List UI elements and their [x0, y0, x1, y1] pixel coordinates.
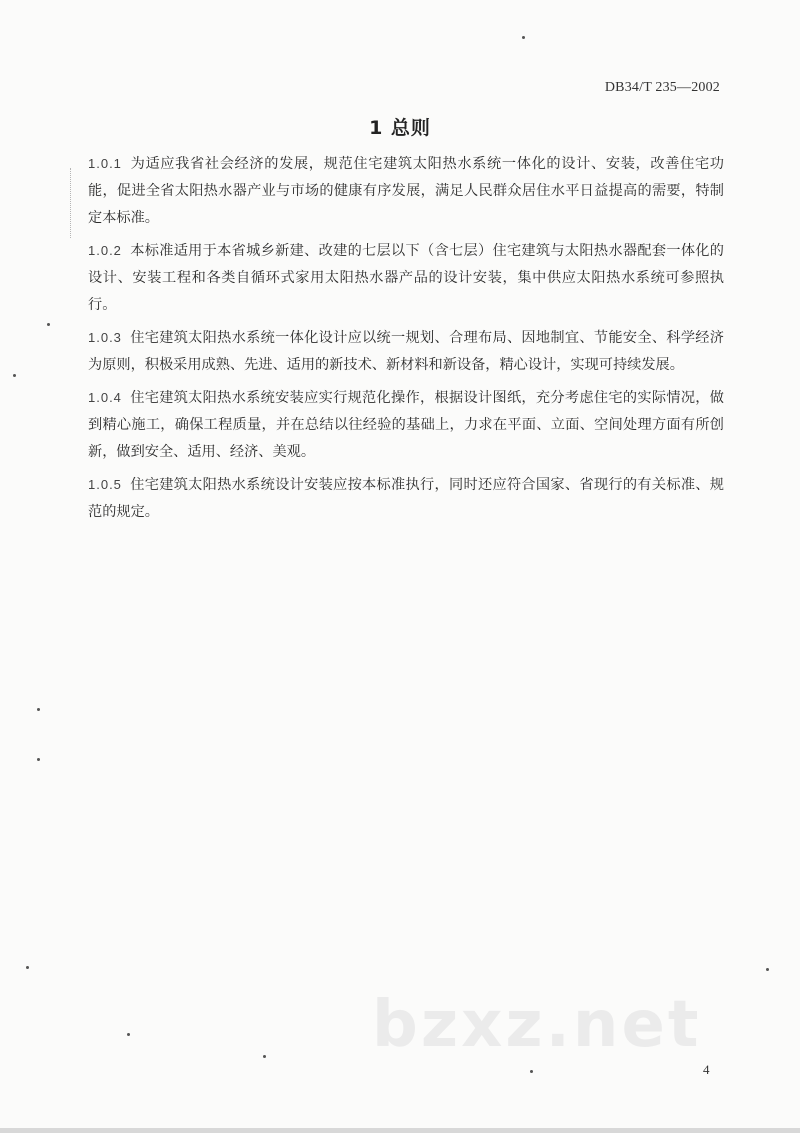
scan-speck	[522, 36, 525, 39]
clause-number: 1.0.3	[88, 330, 122, 345]
page-number: 4	[703, 1062, 710, 1077]
scan-speck	[37, 758, 40, 761]
watermark: bzxz.net	[372, 988, 702, 1062]
clause-text: 住宅建筑太阳热水系统安装应实行规范化操作，根据设计图纸，充分考虑住宅的实际情况，做到精心施工，确保工程质量，并在总结以往经验的基础上，力求在平面、立面、空间处理方面有所创新，做到安全、适用、经济、美观。	[88, 390, 724, 460]
clause-1-0-5	[88, 471, 724, 526]
standard-code: DB34/T 235—2002	[604, 80, 720, 95]
clause-text: 住宅建筑太阳热水系统一体化设计应以统一规划、合理布局、因地制宜、节能安全、科学经济为原则，积极采用成熟、先进、适用的新技术、新材料和新设备，精心设计，实现可持续发展。	[88, 330, 724, 373]
scan-speck	[37, 708, 40, 711]
clause-1-0-3	[88, 324, 724, 379]
scan-speck	[127, 1033, 130, 1036]
clause-list	[88, 150, 724, 531]
clause-1-0-1	[88, 150, 724, 232]
clause-text: 住宅建筑太阳热水系统设计安装应按本标准执行，同时还应符合国家、省现行的有关标准、规范的规定。	[88, 477, 724, 520]
chapter-title: 1 总则	[369, 117, 431, 139]
page-bottom-edge	[0, 1128, 800, 1133]
scan-speck	[263, 1055, 266, 1058]
clause-number: 1.0.1	[88, 156, 122, 171]
scan-speck	[13, 374, 16, 377]
scan-speck	[530, 1070, 533, 1073]
clause-1-0-2	[88, 237, 724, 319]
clause-number: 1.0.4	[88, 390, 122, 405]
clause-number: 1.0.2	[88, 243, 122, 258]
binding-margin-dots	[70, 168, 73, 238]
clause-text: 本标准适用于本省城乡新建、改建的七层以下（含七层）住宅建筑与太阳热水器配套一体化的设计、安装工程和各类自循环式家用太阳热水器产品的设计安装，集中供应太阳热水系统可参照执行。	[88, 243, 724, 313]
scan-speck	[766, 968, 769, 971]
scan-speck	[47, 323, 50, 326]
clause-number: 1.0.5	[88, 477, 122, 492]
scan-speck	[26, 966, 29, 969]
clause-text: 为适应我省社会经济的发展，规范住宅建筑太阳热水系统一体化的设计、安装，改善住宅功能，促进全省太阳热水器产业与市场的健康有序发展，满足人民群众居住水平日益提高的需要，特制定本标准。	[88, 156, 724, 226]
clause-1-0-4	[88, 384, 724, 466]
